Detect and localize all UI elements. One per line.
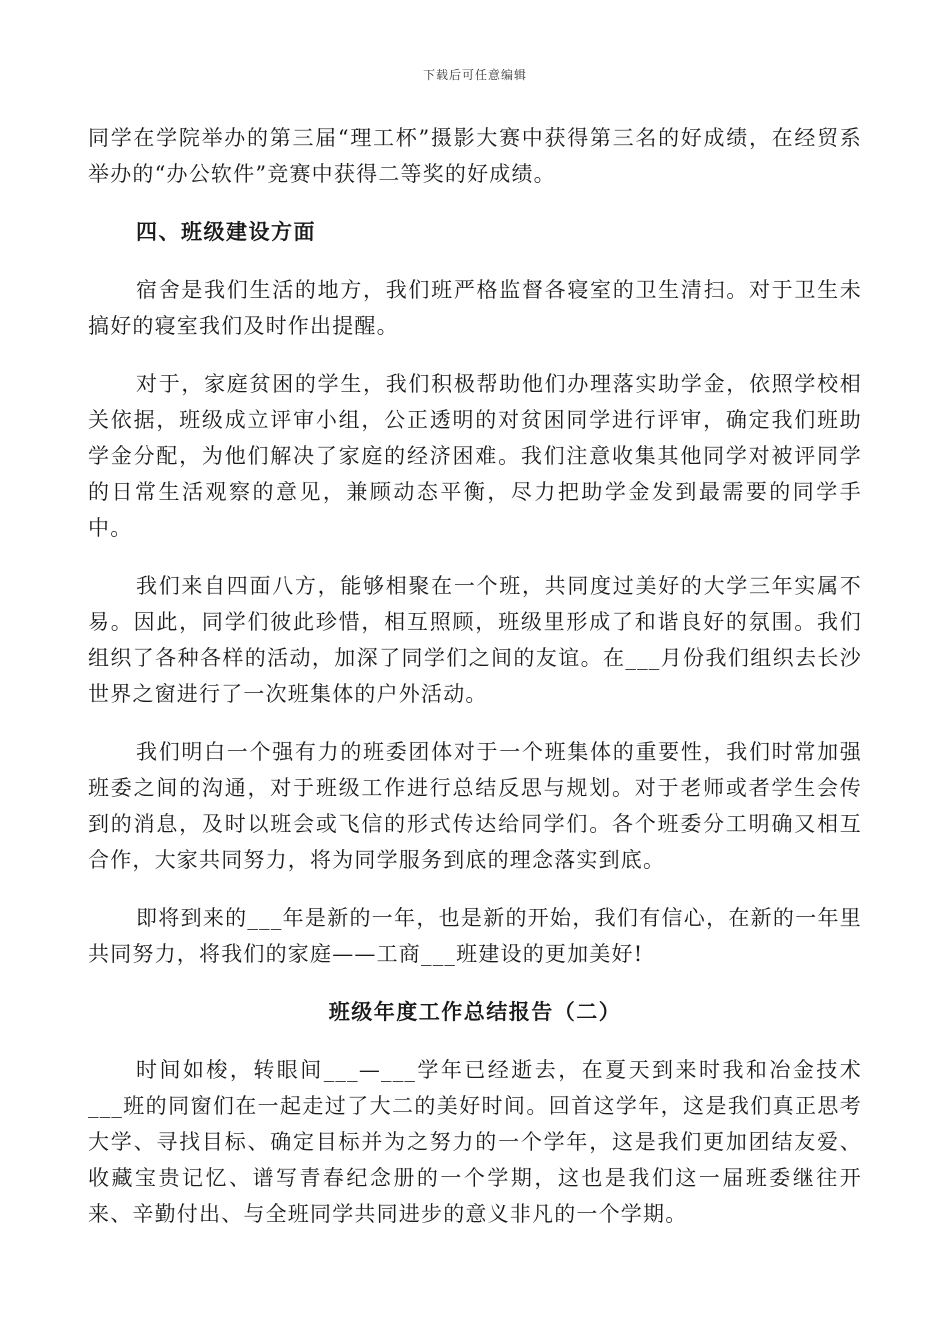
paragraph-class-harmony: 我们来自四面八方，能够相聚在一个班，共同度过美好的大学三年实属不易。因此，同学们彼此珍惜，相互照顾，班级里形成了和谐良好的氛围。我们组织了各种各样的活动，加深了同学们之间的友谊。在___月份我们组织去长沙世界之窗进行了一次班集体的户外活动。 (88, 574, 862, 706)
document-body (88, 120, 862, 1254)
page-header-note: 下载后可任意编辑 (422, 68, 527, 82)
paragraph-school-year-review: 时间如梭，转眼间___—___学年已经逝去，在夏天到来时我和冶金技术___班的同窗们在一起走过了大二的美好时间。回首这学年，这是我们真正思考大学、寻找目标、确定目标并为之努力的一个学年，这是我们更加团结友爱、收藏宝贵记忆、谱写青春纪念册的一个学期，这也是我们这一届班委继往开来、辛勤付出、与全班同学共同进步的意义非凡的一个学期。 (88, 1058, 862, 1226)
paragraph-new-year-outlook: 即将到来的___年是新的一年，也是新的开始，我们有信心，在新的一年里共同努力，将我们的家庭——工商___班建设的更加美好! (88, 906, 862, 966)
paragraph-class-committee: 我们明白一个强有力的班委团体对于一个班集体的重要性，我们时常加强班委之间的沟通，对于班级工作进行总结反思与规划。对于老师或者学生会传到的消息，及时以班会或飞信的形式传达给同学们。各个班委分工明确又相互合作，大家共同努力，将为同学服务到底的理念落实到底。 (88, 740, 862, 872)
paragraph-awards-continued: 同学在学院举办的第三届“理工杯”摄影大赛中获得第三名的好成绩，在经贸系举办的“办公软件”竞赛中获得二等奖的好成绩。 (88, 126, 862, 186)
report-title-part-two: 班级年度工作总结报告（二） (328, 999, 622, 1024)
section-heading-class-building: 四、班级建设方面 (136, 219, 316, 244)
paragraph-dormitory: 宿舍是我们生活的地方，我们班严格监督各寝室的卫生清扫。对于卫生未搞好的寝室我们及时作出提醒。 (88, 278, 862, 338)
paragraph-financial-aid: 对于，家庭贫困的学生，我们积极帮助他们办理落实助学金，依照学校相关依据，班级成立评审小组，公正透明的对贫困同学进行评审，确定我们班助学金分配，为他们解决了家庭的经济困难。我们注意收集其他同学对被评同学的日常生活观察的意见，兼顾动态平衡，尽力把助学金发到最需要的同学手中。 (88, 372, 862, 540)
